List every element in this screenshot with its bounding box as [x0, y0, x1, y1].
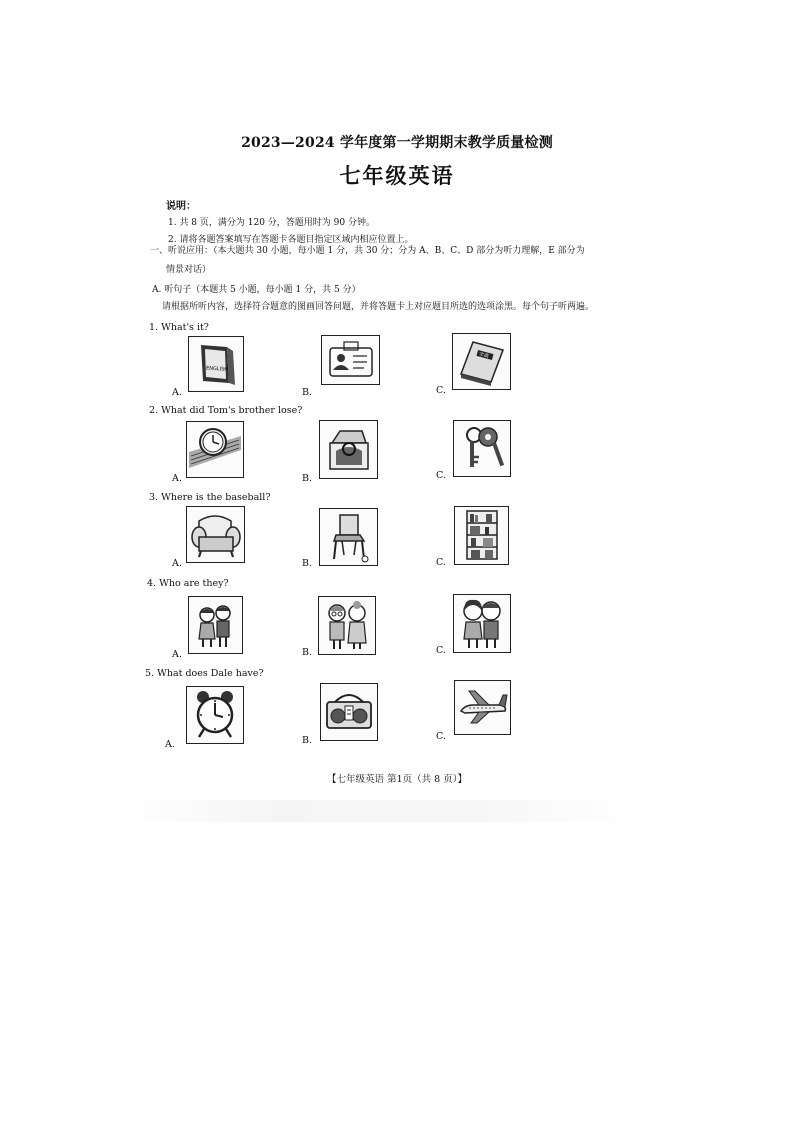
q4-option-b-letter: B.: [302, 647, 313, 658]
q5-option-b-letter: B.: [302, 735, 313, 746]
part-a-title: A. 听句子（本题共 5 小题，每小题 1 分，共 5 分）: [152, 285, 361, 295]
q1-option-a-letter: A.: [172, 387, 182, 398]
q3-option-b-letter: B.: [302, 558, 313, 569]
dictionary-caption: 字典: [478, 351, 490, 360]
q5-option-a-letter: A.: [165, 739, 175, 750]
airplane-icon: [454, 680, 511, 735]
question-3-label: 3. Where is the baseball?: [149, 492, 271, 503]
instruction-item-2: 2. 请将各题答案填写在答题卡各题目指定区域内相应位置上。: [168, 235, 414, 245]
ring-box-icon: [319, 420, 378, 479]
page-footer: 【七年级英语 第1页（共 8 页）】: [327, 774, 467, 785]
section-one-title-cont: 情景对话）: [166, 265, 212, 275]
english-caption: ENGLISH: [205, 365, 229, 373]
chair-icon: [319, 508, 378, 566]
section-one-title: 一、听说应用：（本大题共 30 小题，每小题 1 分，共 30 分；分为 A、B、C、D 部分为听力理解，E 部分为: [150, 246, 585, 256]
part-a-instruction: 请根据所听内容，选择符合题意的图画回答问题，并将答题卡上对应题目所选的选项涂黑。每个句子听两遍。: [162, 302, 595, 312]
watch-icon: [186, 421, 244, 478]
q2-option-b-letter: B.: [302, 473, 313, 484]
alarm-clock-icon: [186, 686, 244, 744]
exam-title: 2023—2024 学年度第一学期期末教学质量检测: [241, 135, 553, 151]
q1-option-b-letter: B.: [302, 387, 313, 398]
exam-subtitle: 七年级英语: [339, 163, 455, 188]
sofa-icon: [186, 506, 245, 563]
keys-icon: [453, 420, 511, 477]
q4-option-c-letter: C.: [436, 645, 446, 656]
bookcase-icon: [454, 506, 509, 565]
question-4-label: 4. Who are they?: [147, 578, 229, 589]
q2-option-c-letter: C.: [436, 470, 446, 481]
q5-option-c-letter: C.: [436, 731, 446, 742]
q3-option-a-letter: A.: [172, 558, 182, 569]
children-icon: [188, 596, 243, 654]
english-book-icon: [188, 336, 244, 392]
instructions-heading: 说明：: [166, 201, 196, 212]
question-2-label: 2. What did Tom's brother lose?: [149, 405, 303, 416]
couple-icon: [453, 594, 511, 653]
scan-smudge: [120, 800, 640, 822]
instruction-item-1: 1. 共 8 页，满分为 120 分，答题用时为 90 分钟。: [168, 218, 375, 228]
radio-icon: [320, 683, 378, 741]
q2-option-a-letter: A.: [172, 473, 182, 484]
q1-option-c-letter: C.: [436, 385, 446, 396]
question-5-label: 5. What does Dale have?: [145, 668, 264, 679]
q3-option-c-letter: C.: [436, 557, 446, 568]
dictionary-icon: [452, 333, 511, 390]
question-1-label: 1. What's it?: [149, 322, 209, 333]
grandparents-icon: [318, 596, 376, 655]
q4-option-a-letter: A.: [172, 649, 182, 660]
id-card-icon: [321, 335, 380, 385]
